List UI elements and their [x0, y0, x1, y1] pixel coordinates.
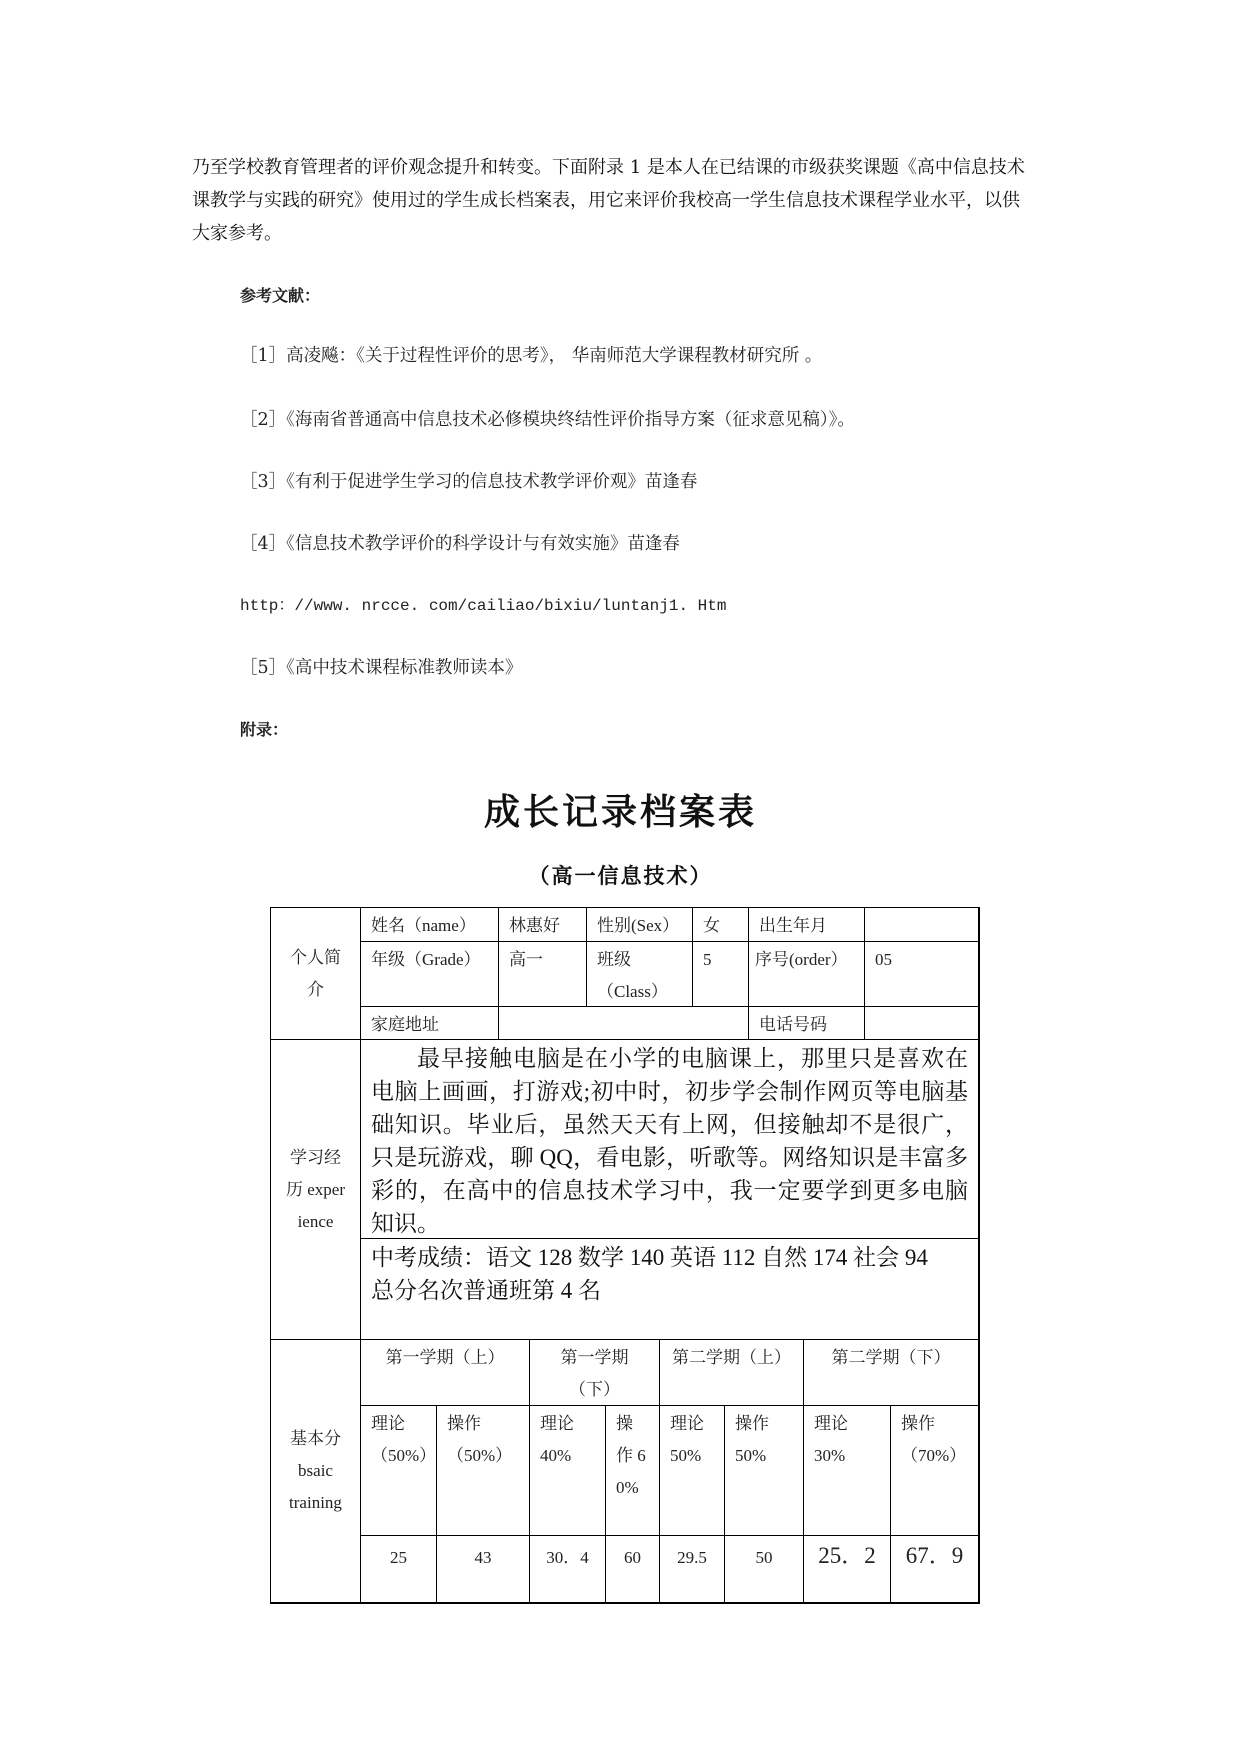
- reference-item: ［5］《高中技术课程标准教师读本》: [240, 658, 523, 678]
- score-value: 67．9: [890, 1535, 979, 1603]
- address-value: [498, 1006, 749, 1040]
- experience-narrative: 最早接触电脑是在小学的电脑课上，那里只是喜欢在电脑上画画，打游戏;初中时，初步学会制作网页等电脑基础知识。毕业后，虽然天天有上网，但接触却不是很广，只是玩游戏，聊 QQ，看电影，听歌等。网络知识是丰富多彩的，在高中的信息技术学习中，我一定要学到更多电脑知识。: [360, 1039, 979, 1239]
- intro-line: 课教学与实践的研究》使用过的学生成长档案表，用它来评价我校高一学生信息技术课程学业水平，以供: [192, 190, 1020, 211]
- sex-label: 性别(Sex）: [586, 907, 693, 942]
- birth-label: 出生年月: [748, 907, 865, 942]
- sub-header: 操作 60%: [605, 1405, 660, 1536]
- score-value: 60: [605, 1535, 660, 1603]
- address-label: 家庭地址: [360, 1006, 499, 1040]
- order-value: 05: [864, 941, 979, 1007]
- phone-label: 电话号码: [748, 1006, 865, 1040]
- profile-section-label: 个人简介: [270, 907, 361, 1040]
- semester-header: 第一学期（下）: [529, 1339, 660, 1406]
- name-value: 林惠好: [498, 907, 587, 942]
- sub-header: 理论 50%: [659, 1405, 725, 1536]
- semester-header: 第一学期（上）: [360, 1339, 530, 1406]
- intro-line: 乃至学校教育管理者的评价观念提升和转变。下面附录 1 是本人在已结课的市级获奖课题《高中信息技术: [192, 157, 1025, 178]
- form-subtitle: （高一信息技术）: [528, 864, 713, 888]
- sub-header: 操作（70%）: [890, 1405, 979, 1536]
- name-label: 姓名（name）: [360, 907, 499, 942]
- grade-value: 高一: [498, 941, 587, 1007]
- score-value: 25: [360, 1535, 437, 1603]
- intro-line: 大家参考。: [192, 223, 282, 244]
- experience-section-label: 学习经历 experience: [270, 1039, 361, 1340]
- sub-header: 理论 30%: [803, 1405, 891, 1536]
- score-value: 29.5: [659, 1535, 725, 1603]
- reference-item: ［2］《海南省普通高中信息技术必修模块终结性评价指导方案（征求意见稿）》。: [240, 410, 855, 430]
- class-label: 班级（Class）: [586, 941, 693, 1007]
- basic-section-label: 基本分 bsaic training: [270, 1339, 361, 1603]
- sub-header: 理论 40%: [529, 1405, 606, 1536]
- appendix-heading: 附录：: [240, 720, 289, 739]
- reference-item: ［4］《信息技术教学评价的科学设计与有效实施》苗逢春: [240, 534, 680, 554]
- score-value: 50: [724, 1535, 804, 1603]
- grade-label: 年级（Grade）: [360, 941, 499, 1007]
- score-value: 30．4: [529, 1535, 606, 1603]
- order-label: 序号(order）: [748, 941, 865, 1007]
- reference-item: ［1］高凌飚：《关于过程性评价的思考》， 华南师范大学课程教材研究所 。: [240, 346, 823, 366]
- sub-header: 操作（50%）: [436, 1405, 530, 1536]
- references-heading: 参考文献：: [240, 286, 321, 305]
- form-title: 成长记录档案表: [483, 792, 757, 833]
- reference-item: ［3］《有利于促进学生学习的信息技术教学评价观》苗逢春: [240, 472, 698, 492]
- reference-url: http：//www. nrcce. com/cailiao/bixiu/luntanj1. Htm: [240, 597, 727, 615]
- class-value: 5: [692, 941, 749, 1007]
- sub-header: 操作 50%: [724, 1405, 804, 1536]
- exam-scores-cell: [360, 1238, 979, 1340]
- phone-value: [864, 1006, 979, 1040]
- exam-scores: 中考成绩：语文 128 数学 140 英语 112 自然 174 社会 94: [371, 1245, 928, 1270]
- score-value: 43: [436, 1535, 530, 1603]
- score-value: 25．2: [803, 1535, 891, 1603]
- semester-header: 第二学期（上）: [659, 1339, 804, 1406]
- sub-header: 理论（50%）: [360, 1405, 437, 1536]
- class-rank: 总分名次普通班第 4 名: [371, 1278, 601, 1303]
- birth-value: [864, 907, 979, 942]
- sex-value: 女: [692, 907, 749, 942]
- semester-header: 第二学期（下）: [803, 1339, 979, 1406]
